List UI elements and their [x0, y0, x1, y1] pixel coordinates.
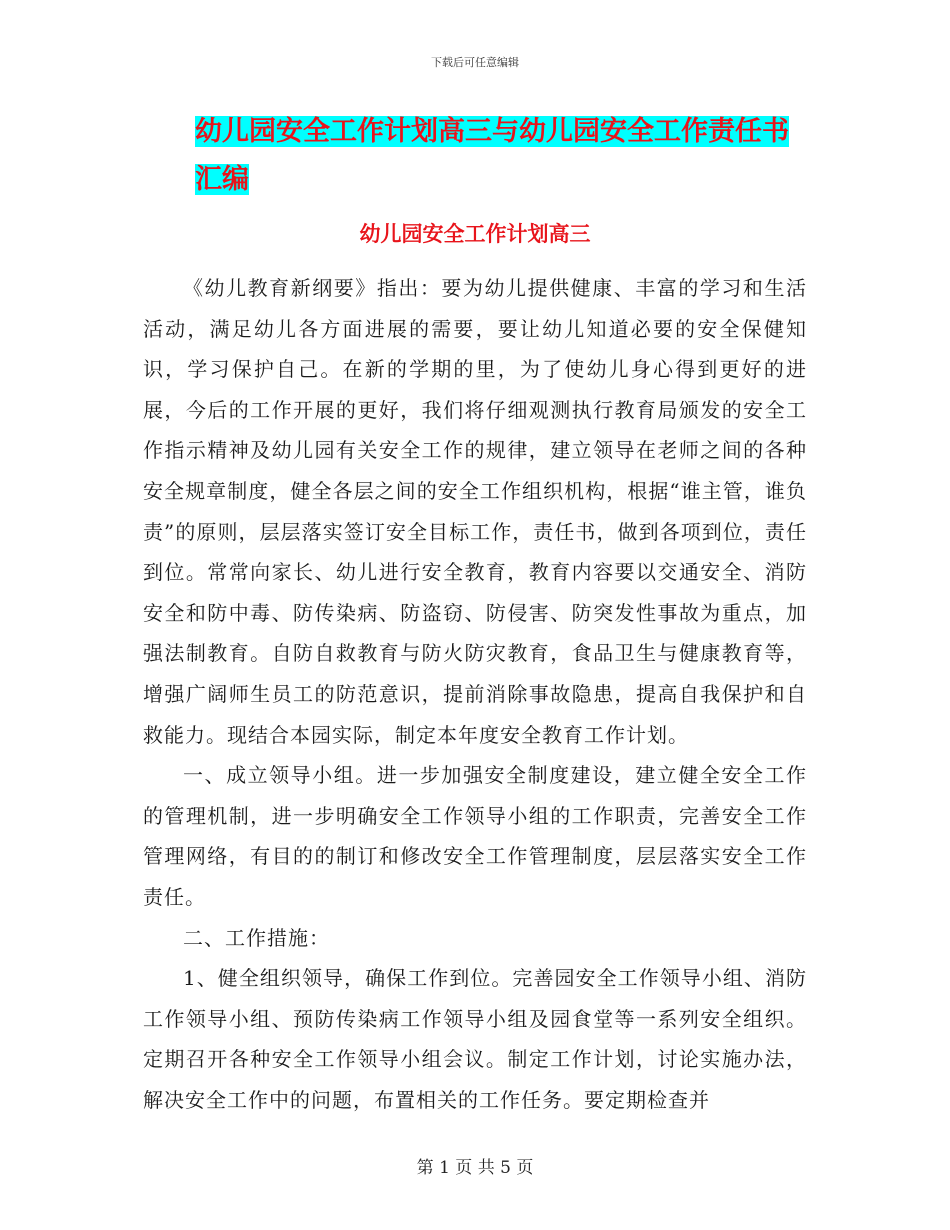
paragraph-leadership-group: 一、成立领导小组。进一步加强安全制度建设，建立健全安全工作的管理机制，进一步明确安全工作领导小组的工作职责，完善安全工作管理网络，有目的的制订和修改安全工作管理制度，层层落实安全工作责任。	[143, 763, 807, 909]
document-title-text: 幼儿园安全工作计划高三与幼儿园安全工作责任书汇编	[195, 116, 789, 195]
paragraph-intro: 《幼儿教育新纲要》指出：要为幼儿提供健康、丰富的学习和生活活动，满足幼儿各方面进展的需要，要让幼儿知道必要的安全保健知识，学习保护自己。在新的学期的里，为了使幼儿身心得到更好的进展，今后的工作开展的更好，我们将仔细观测执行教育局颁发的安全工作指示精神及幼儿园有关安全工作的规律，建立领导在老师之间的各种安全规章制度，健全各层之间的安全工作组织机构，根据“谁主管，谁负责”的原则，层层落实签订安全目标工作，责任书，做到各项到位，责任到位。常常向家长、幼儿进行安全教育，教育内容要以交通安全、消防安全和防中毒、防传染病、防盗窃、防侵害、防突发性事故为重点，加强法制教育。自防自救教育与防火防灾教育，食品卫生与健康教育等，增强广阔师生员工的防范意识，提前消除事故隐患，提高自我保护和自救能力。现结合本园实际，制定本年度安全教育工作计划。	[143, 276, 807, 747]
document-title	[195, 108, 805, 204]
paragraph-measures-heading: 二、工作措施：	[183, 925, 330, 950]
page-header-note: 下载后可任意编辑	[431, 56, 519, 69]
section-title: 幼儿园安全工作计划高三	[359, 222, 591, 246]
body-text	[143, 268, 807, 1120]
page-footer: 第 1 页 共 5 页	[416, 1158, 534, 1178]
paragraph-measure-1: 1、健全组织领导，确保工作到位。完善园安全工作领导小组、消防工作领导小组、预防传染病工作领导小组及园食堂等一系列安全组织。定期召开各种安全工作领导小组会议。制定工作计划，讨论实施办法，解决安全工作中的问题，布置相关的工作任务。要定期检查并	[143, 966, 807, 1112]
